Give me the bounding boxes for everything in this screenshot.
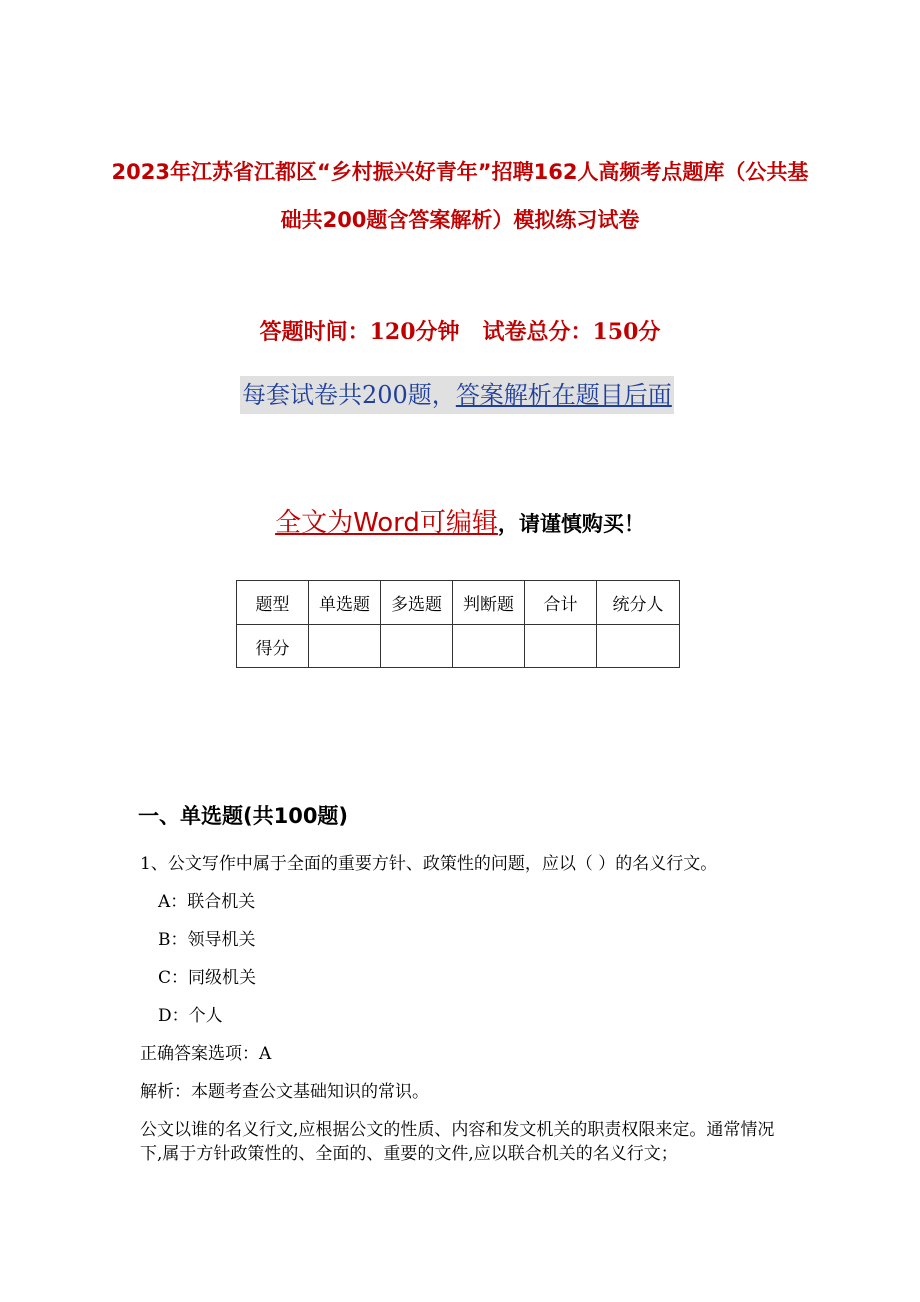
- header-cell: 统分人: [597, 581, 680, 625]
- score-cell: [597, 625, 680, 668]
- score-cell: [453, 625, 525, 668]
- option-a: A：联合机关: [158, 892, 256, 912]
- score-cell: [525, 625, 597, 668]
- analysis-paragraph: 公文以谁的名义行文,应根据公文的性质、内容和发文机关的职责权限来定。通常情况下,属于方针政策性的、全面的、重要的文件,应以联合机关的名义行文；: [140, 1120, 775, 1164]
- score-table-score-row: [237, 625, 680, 668]
- section-heading: 一、单选题(共100题): [138, 804, 349, 828]
- option-d: D：个人: [158, 1006, 223, 1026]
- header-cell: 判断题: [453, 581, 525, 625]
- correct-answer: 正确答案选项：A: [140, 1044, 272, 1064]
- header-cell: 单选题: [309, 581, 381, 625]
- notice-text-1: 每套试卷共200题，: [242, 381, 456, 409]
- question-stem: 1、公文写作中属于全面的重要方针、政策性的问题，应以（ ）的名义行文。: [140, 854, 718, 874]
- document-title: 2023年江苏省江都区“乡村振兴好青年”招聘162人高频考点题库（公共基础共200题含答案解析）模拟练习试卷: [111, 160, 809, 232]
- notice-link[interactable]: 答案解析在题目后面: [455, 381, 672, 409]
- score-table: [236, 580, 680, 668]
- analysis-text: 解析：本题考查公文基础知识的常识。: [140, 1082, 429, 1102]
- word-editable-line: [0, 502, 920, 545]
- header-cell: 题型: [237, 581, 309, 625]
- score-table-header-row: [237, 581, 680, 625]
- option-c: C：同级机关: [158, 968, 257, 988]
- score-cell: [309, 625, 381, 668]
- score-cell: [381, 625, 453, 668]
- purchase-warning: ，请谨慎购买！: [497, 512, 645, 536]
- header-cell: 多选题: [381, 581, 453, 625]
- header-cell: 合计: [525, 581, 597, 625]
- option-b: B：领导机关: [158, 930, 256, 950]
- row-label-cell: 得分: [237, 625, 309, 668]
- notice-banner: [240, 376, 674, 414]
- exam-meta: 答题时间：120分钟 试卷总分：150分: [259, 319, 661, 345]
- word-editable-link[interactable]: 全文为Word可编辑: [275, 508, 498, 538]
